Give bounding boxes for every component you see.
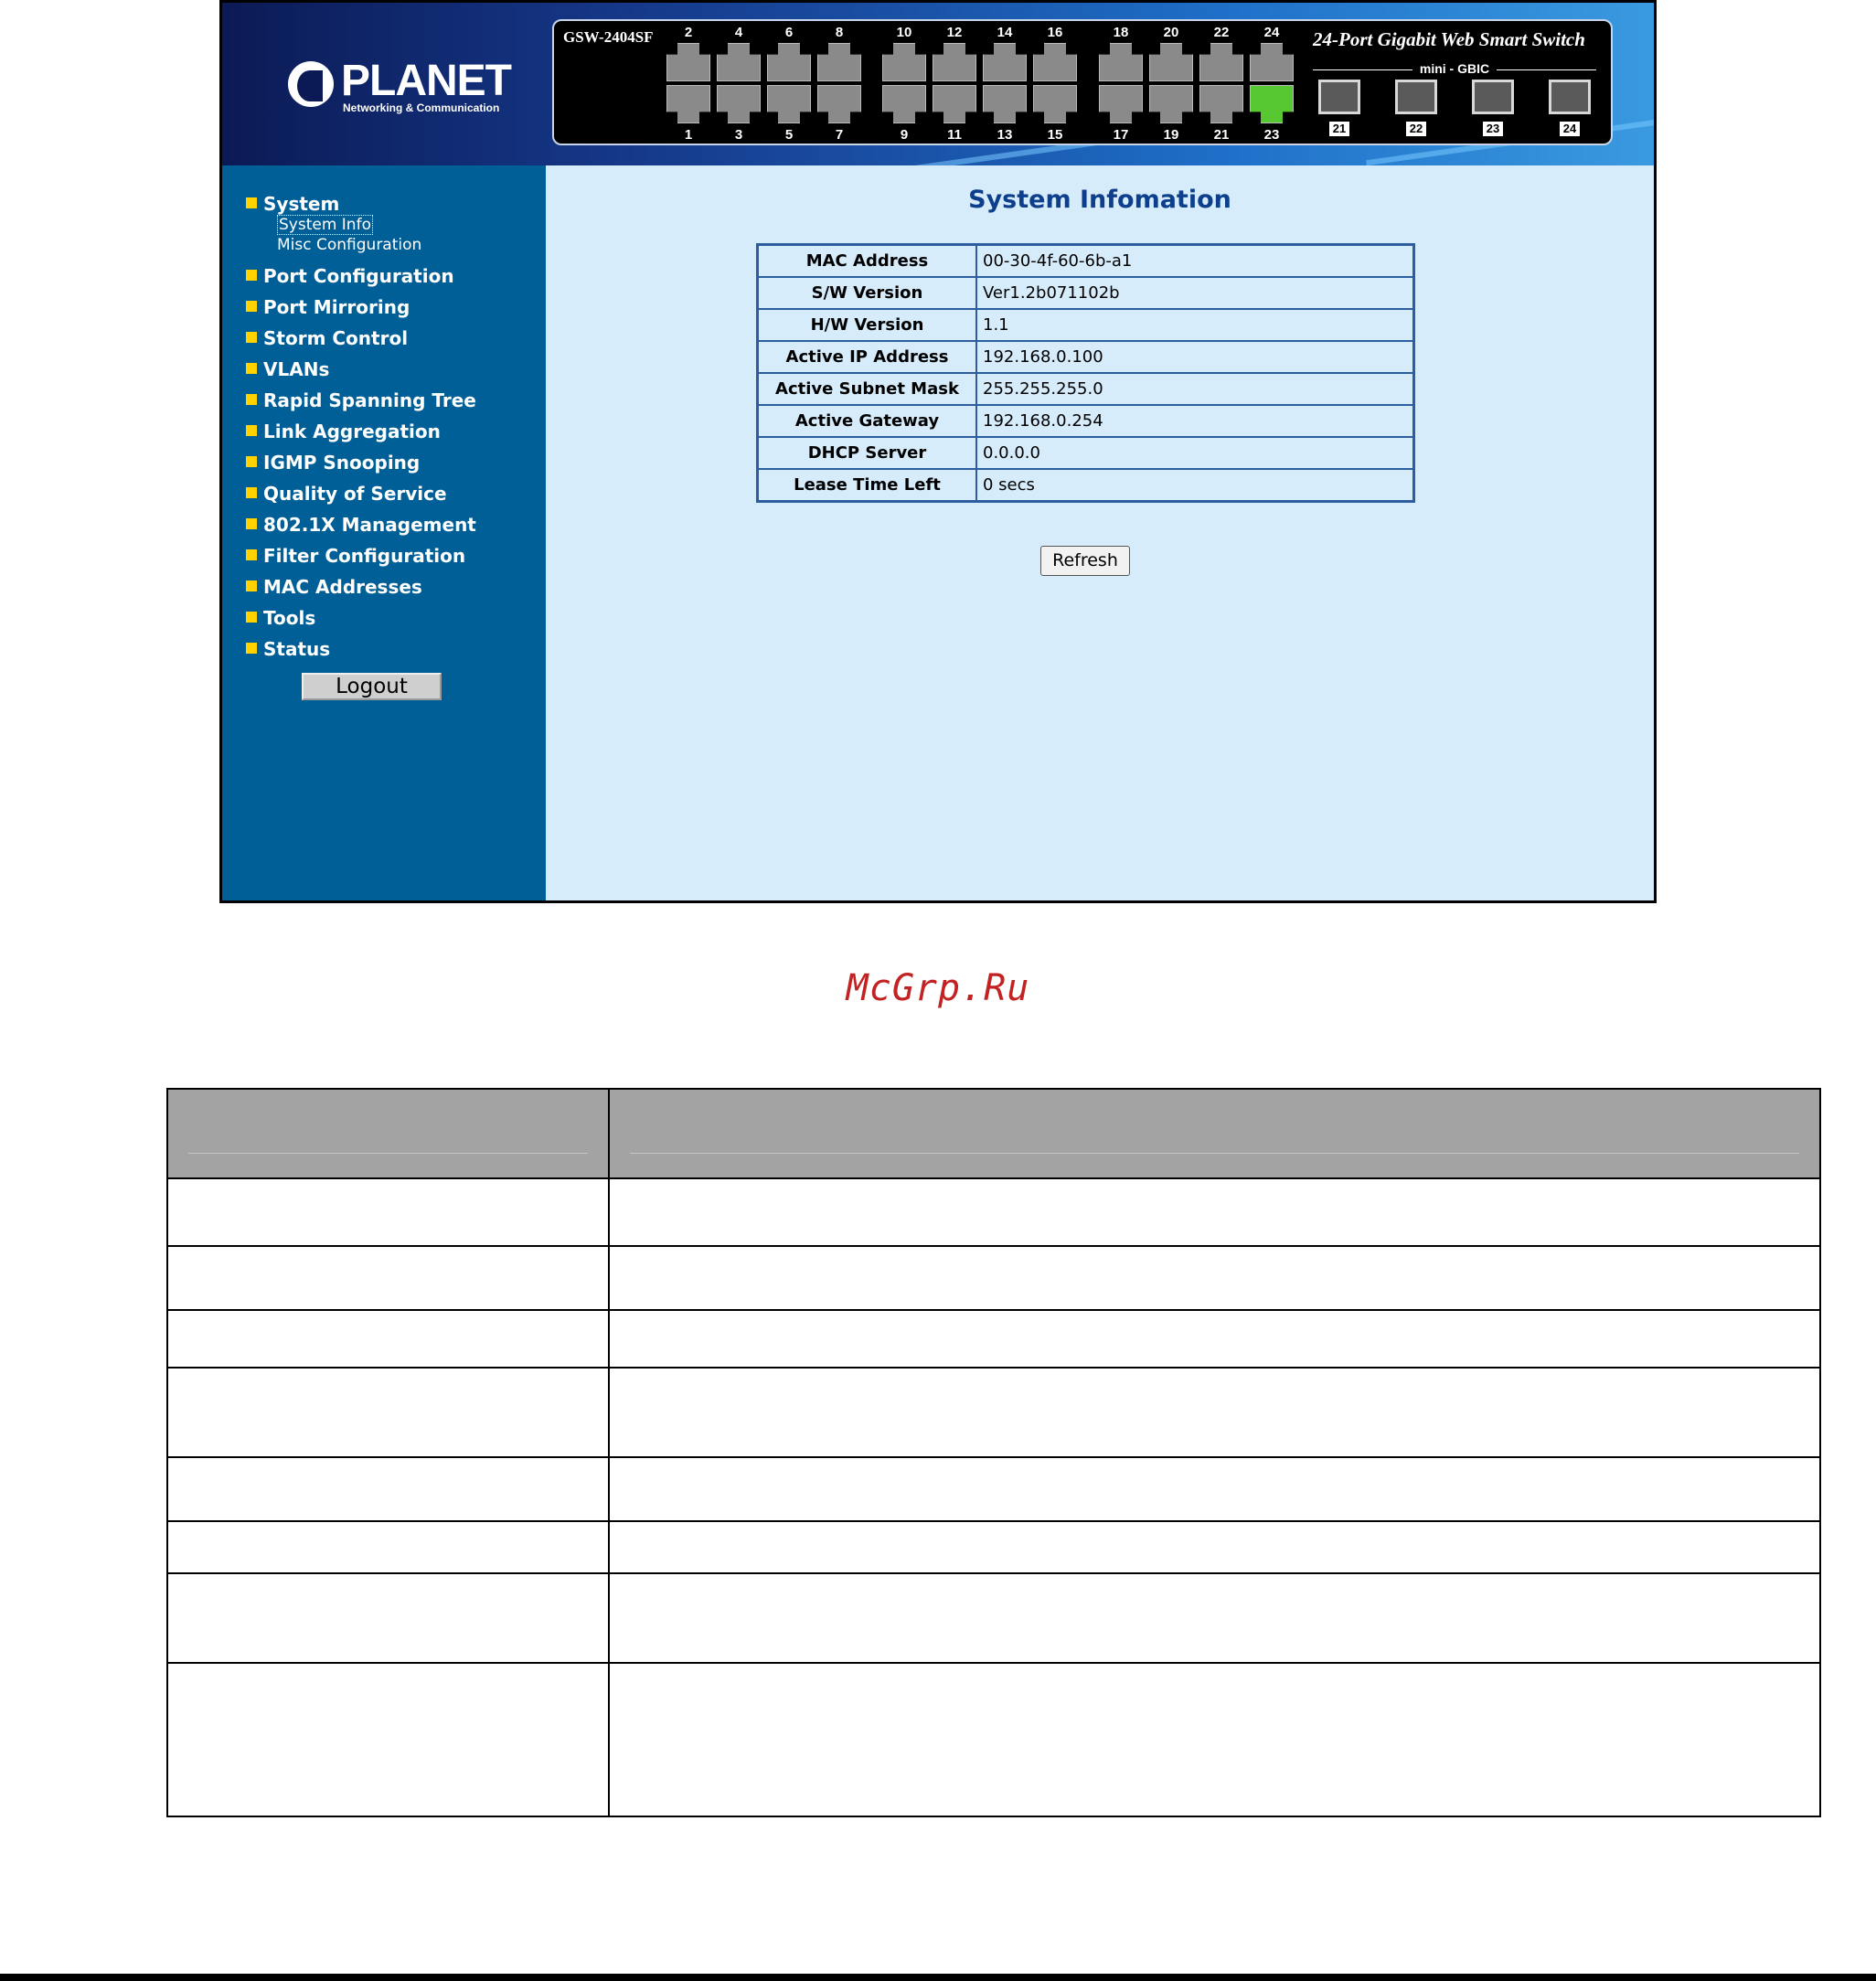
table-row — [167, 1246, 1820, 1310]
info-row — [758, 245, 1414, 278]
nav-item-label: MAC Addresses — [263, 576, 422, 598]
nav-item[interactable] — [246, 483, 447, 505]
table-row — [167, 1521, 1820, 1573]
table-cell — [167, 1521, 609, 1573]
gbic-label — [1313, 61, 1596, 76]
port-number: 23 — [1263, 127, 1280, 143]
nav-item[interactable] — [246, 389, 476, 411]
nav-item[interactable] — [246, 265, 454, 287]
bullet-icon — [246, 425, 257, 436]
nav-item[interactable] — [246, 452, 420, 474]
nav-item-label: Filter Configuration — [263, 545, 466, 567]
logo-mark-icon — [288, 61, 334, 107]
rj45-port-icon[interactable] — [1250, 85, 1294, 123]
table-row — [167, 1457, 1820, 1521]
info-value: 00-30-4f-60-6b-a1 — [976, 245, 1414, 278]
rj45-port-icon[interactable] — [1149, 85, 1193, 123]
rj45-port-icon[interactable] — [933, 85, 976, 123]
port-number: 12 — [946, 25, 963, 40]
rj45-port-icon[interactable] — [1199, 85, 1243, 123]
sfp-port-icon[interactable] — [1395, 80, 1437, 114]
rj45-port-icon[interactable] — [933, 43, 976, 81]
rj45-port-icon[interactable] — [882, 43, 926, 81]
rj45-port-icon[interactable] — [1099, 43, 1143, 81]
info-value: 192.168.0.100 — [976, 341, 1414, 373]
bullet-icon — [246, 332, 257, 343]
table-cell — [609, 1178, 1820, 1246]
info-key: DHCP Server — [758, 437, 977, 469]
table-cell — [167, 1663, 609, 1816]
table-cell — [609, 1368, 1820, 1457]
bullet-icon — [246, 518, 257, 529]
port-number: 11 — [947, 127, 962, 143]
info-key: S/W Version — [758, 277, 977, 309]
nav-item[interactable] — [246, 421, 441, 442]
port-number: 3 — [734, 127, 743, 143]
rj45-port-icon[interactable] — [1033, 85, 1077, 123]
refresh-button[interactable]: Refresh — [1040, 546, 1130, 576]
table-cell — [167, 1246, 609, 1310]
nav-item[interactable] — [246, 514, 476, 536]
nav-item[interactable] — [246, 193, 339, 215]
nav-item[interactable] — [246, 358, 329, 380]
info-value: 0.0.0.0 — [976, 437, 1414, 469]
sfp-port-number: 21 — [1329, 122, 1349, 136]
sidebar-nav — [222, 165, 546, 900]
nav-item[interactable] — [246, 576, 422, 598]
info-row — [758, 341, 1414, 373]
nav-item[interactable] — [246, 327, 408, 349]
info-key: Lease Time Left — [758, 469, 977, 502]
port-number: 13 — [997, 127, 1013, 143]
rj45-port-icon[interactable] — [1250, 43, 1294, 81]
nav-item-label: IGMP Snooping — [263, 452, 421, 474]
port-number: 18 — [1113, 25, 1129, 40]
rj45-port-icon[interactable] — [983, 85, 1027, 123]
table-header-row — [167, 1089, 1820, 1178]
watermark: McGrp.Ru — [846, 967, 1030, 1009]
port-number: 7 — [835, 127, 844, 143]
table-cell — [167, 1310, 609, 1368]
nav-item-label: Port Mirroring — [263, 296, 410, 318]
rj45-port-icon[interactable] — [666, 85, 710, 123]
sfp-port-icon[interactable] — [1472, 80, 1514, 114]
port-number: 5 — [784, 127, 794, 143]
rj45-port-icon[interactable] — [983, 43, 1027, 81]
switch-front-panel — [552, 19, 1613, 145]
bullet-icon — [246, 394, 257, 405]
table-cell — [609, 1310, 1820, 1368]
nav-item[interactable] — [246, 638, 330, 660]
info-key: MAC Address — [758, 245, 977, 278]
bullet-icon — [246, 456, 257, 467]
nav-subitem[interactable]: System Info — [279, 216, 371, 234]
table-row — [167, 1573, 1820, 1663]
table-cell — [167, 1573, 609, 1663]
info-value: 0 secs — [976, 469, 1414, 502]
port-number: 19 — [1163, 127, 1179, 143]
bullet-icon — [246, 580, 257, 591]
bullet-icon — [246, 270, 257, 281]
product-title: 24-Port Gigabit Web Smart Switch — [1313, 28, 1585, 50]
rj45-port-icon[interactable] — [882, 85, 926, 123]
nav-item-label: Storm Control — [263, 327, 409, 349]
table-cell — [609, 1521, 1820, 1573]
table-cell — [609, 1573, 1820, 1663]
nav-subitem[interactable]: Misc Configuration — [277, 236, 422, 254]
port-number: 10 — [896, 25, 912, 40]
info-value: Ver1.2b071102b — [976, 277, 1414, 309]
nav-item-label: 802.1X Management — [263, 514, 476, 536]
info-row — [758, 437, 1414, 469]
info-key: Active Gateway — [758, 405, 977, 437]
table-cell — [167, 1178, 609, 1246]
rj45-port-icon[interactable] — [1033, 43, 1077, 81]
port-number: 2 — [684, 25, 693, 40]
table-row — [167, 1310, 1820, 1368]
nav-item[interactable] — [246, 607, 315, 629]
sfp-port-number: 22 — [1406, 122, 1426, 136]
port-number: 20 — [1163, 25, 1179, 40]
port-number: 17 — [1113, 127, 1129, 143]
sfp-port-number: 24 — [1560, 122, 1580, 136]
info-key: Active Subnet Mask — [758, 373, 977, 405]
port-number: 22 — [1213, 25, 1230, 40]
bullet-icon — [246, 612, 257, 623]
nav-item-label: Rapid Spanning Tree — [263, 389, 476, 411]
nav-item-label: System — [263, 193, 340, 215]
port-number: 14 — [997, 25, 1013, 40]
info-key: H/W Version — [758, 309, 977, 341]
info-key: Active IP Address — [758, 341, 977, 373]
sfp-port-icon[interactable] — [1549, 80, 1591, 114]
port-number: 8 — [835, 25, 844, 40]
port-number: 4 — [734, 25, 743, 40]
port-number: 21 — [1213, 127, 1230, 143]
model-label: GSW-2404SF — [563, 28, 654, 46]
main-content — [546, 165, 1654, 900]
nav-item-label: Port Configuration — [263, 265, 454, 287]
nav-item-label: VLANs — [263, 358, 330, 380]
header-cell — [609, 1089, 1820, 1178]
sfp-port-icon[interactable] — [1318, 80, 1360, 114]
rj45-port-icon[interactable] — [1149, 43, 1193, 81]
document-table — [166, 1088, 1821, 1817]
nav-item-label: Tools — [263, 607, 316, 629]
info-value: 1.1 — [976, 309, 1414, 341]
port-number: 6 — [784, 25, 794, 40]
nav-item[interactable] — [246, 545, 465, 567]
screenshot-frame — [219, 0, 1657, 903]
table-cell — [167, 1368, 609, 1457]
info-value: 192.168.0.254 — [976, 405, 1414, 437]
nav-item-label: Quality of Service — [263, 483, 447, 505]
info-row — [758, 469, 1414, 502]
planet-logo — [288, 57, 511, 122]
rj45-port-icon[interactable] — [767, 43, 811, 81]
rj45-port-icon[interactable] — [717, 85, 761, 123]
rj45-port-icon[interactable] — [717, 43, 761, 81]
logo-tagline: Networking & Communication — [343, 101, 500, 114]
logout-button[interactable]: Logout — [302, 673, 442, 700]
info-row — [758, 309, 1414, 341]
nav-item-label: Status — [263, 638, 331, 660]
system-info-table — [756, 243, 1415, 503]
bullet-icon — [246, 487, 257, 498]
logo-text: PLANET — [341, 57, 511, 105]
info-row — [758, 277, 1414, 309]
table-row — [167, 1368, 1820, 1457]
table-cell — [167, 1457, 609, 1521]
rj45-port-icon[interactable] — [1199, 43, 1243, 81]
bullet-icon — [246, 301, 257, 312]
header-banner — [222, 3, 1654, 165]
port-number: 15 — [1047, 127, 1063, 143]
port-number: 16 — [1047, 25, 1063, 40]
gbic-label-text: mini - GBIC — [1412, 61, 1497, 76]
port-number: 24 — [1263, 25, 1280, 40]
info-value: 255.255.255.0 — [976, 373, 1414, 405]
rj45-port-icon[interactable] — [817, 43, 861, 81]
info-row — [758, 405, 1414, 437]
nav-item-label: Link Aggregation — [263, 421, 441, 442]
info-row — [758, 373, 1414, 405]
port-number: 9 — [900, 127, 909, 143]
bullet-icon — [246, 549, 257, 560]
table-cell — [609, 1246, 1820, 1310]
port-number: 1 — [684, 127, 693, 143]
bullet-icon — [246, 363, 257, 374]
table-cell — [609, 1457, 1820, 1521]
table-row — [167, 1663, 1820, 1816]
nav-item[interactable] — [246, 296, 410, 318]
header-cell — [167, 1089, 609, 1178]
rj45-port-icon[interactable] — [666, 43, 710, 81]
rj45-port-icon[interactable] — [1099, 85, 1143, 123]
page-bottom-rule — [0, 1974, 1876, 1981]
bullet-icon — [246, 643, 257, 654]
table-row — [167, 1178, 1820, 1246]
page-title: System Infomation — [968, 186, 1231, 214]
table-cell — [609, 1663, 1820, 1816]
bullet-icon — [246, 197, 257, 208]
rj45-port-icon[interactable] — [817, 85, 861, 123]
rj45-port-icon[interactable] — [767, 85, 811, 123]
sfp-port-number: 23 — [1483, 122, 1503, 136]
